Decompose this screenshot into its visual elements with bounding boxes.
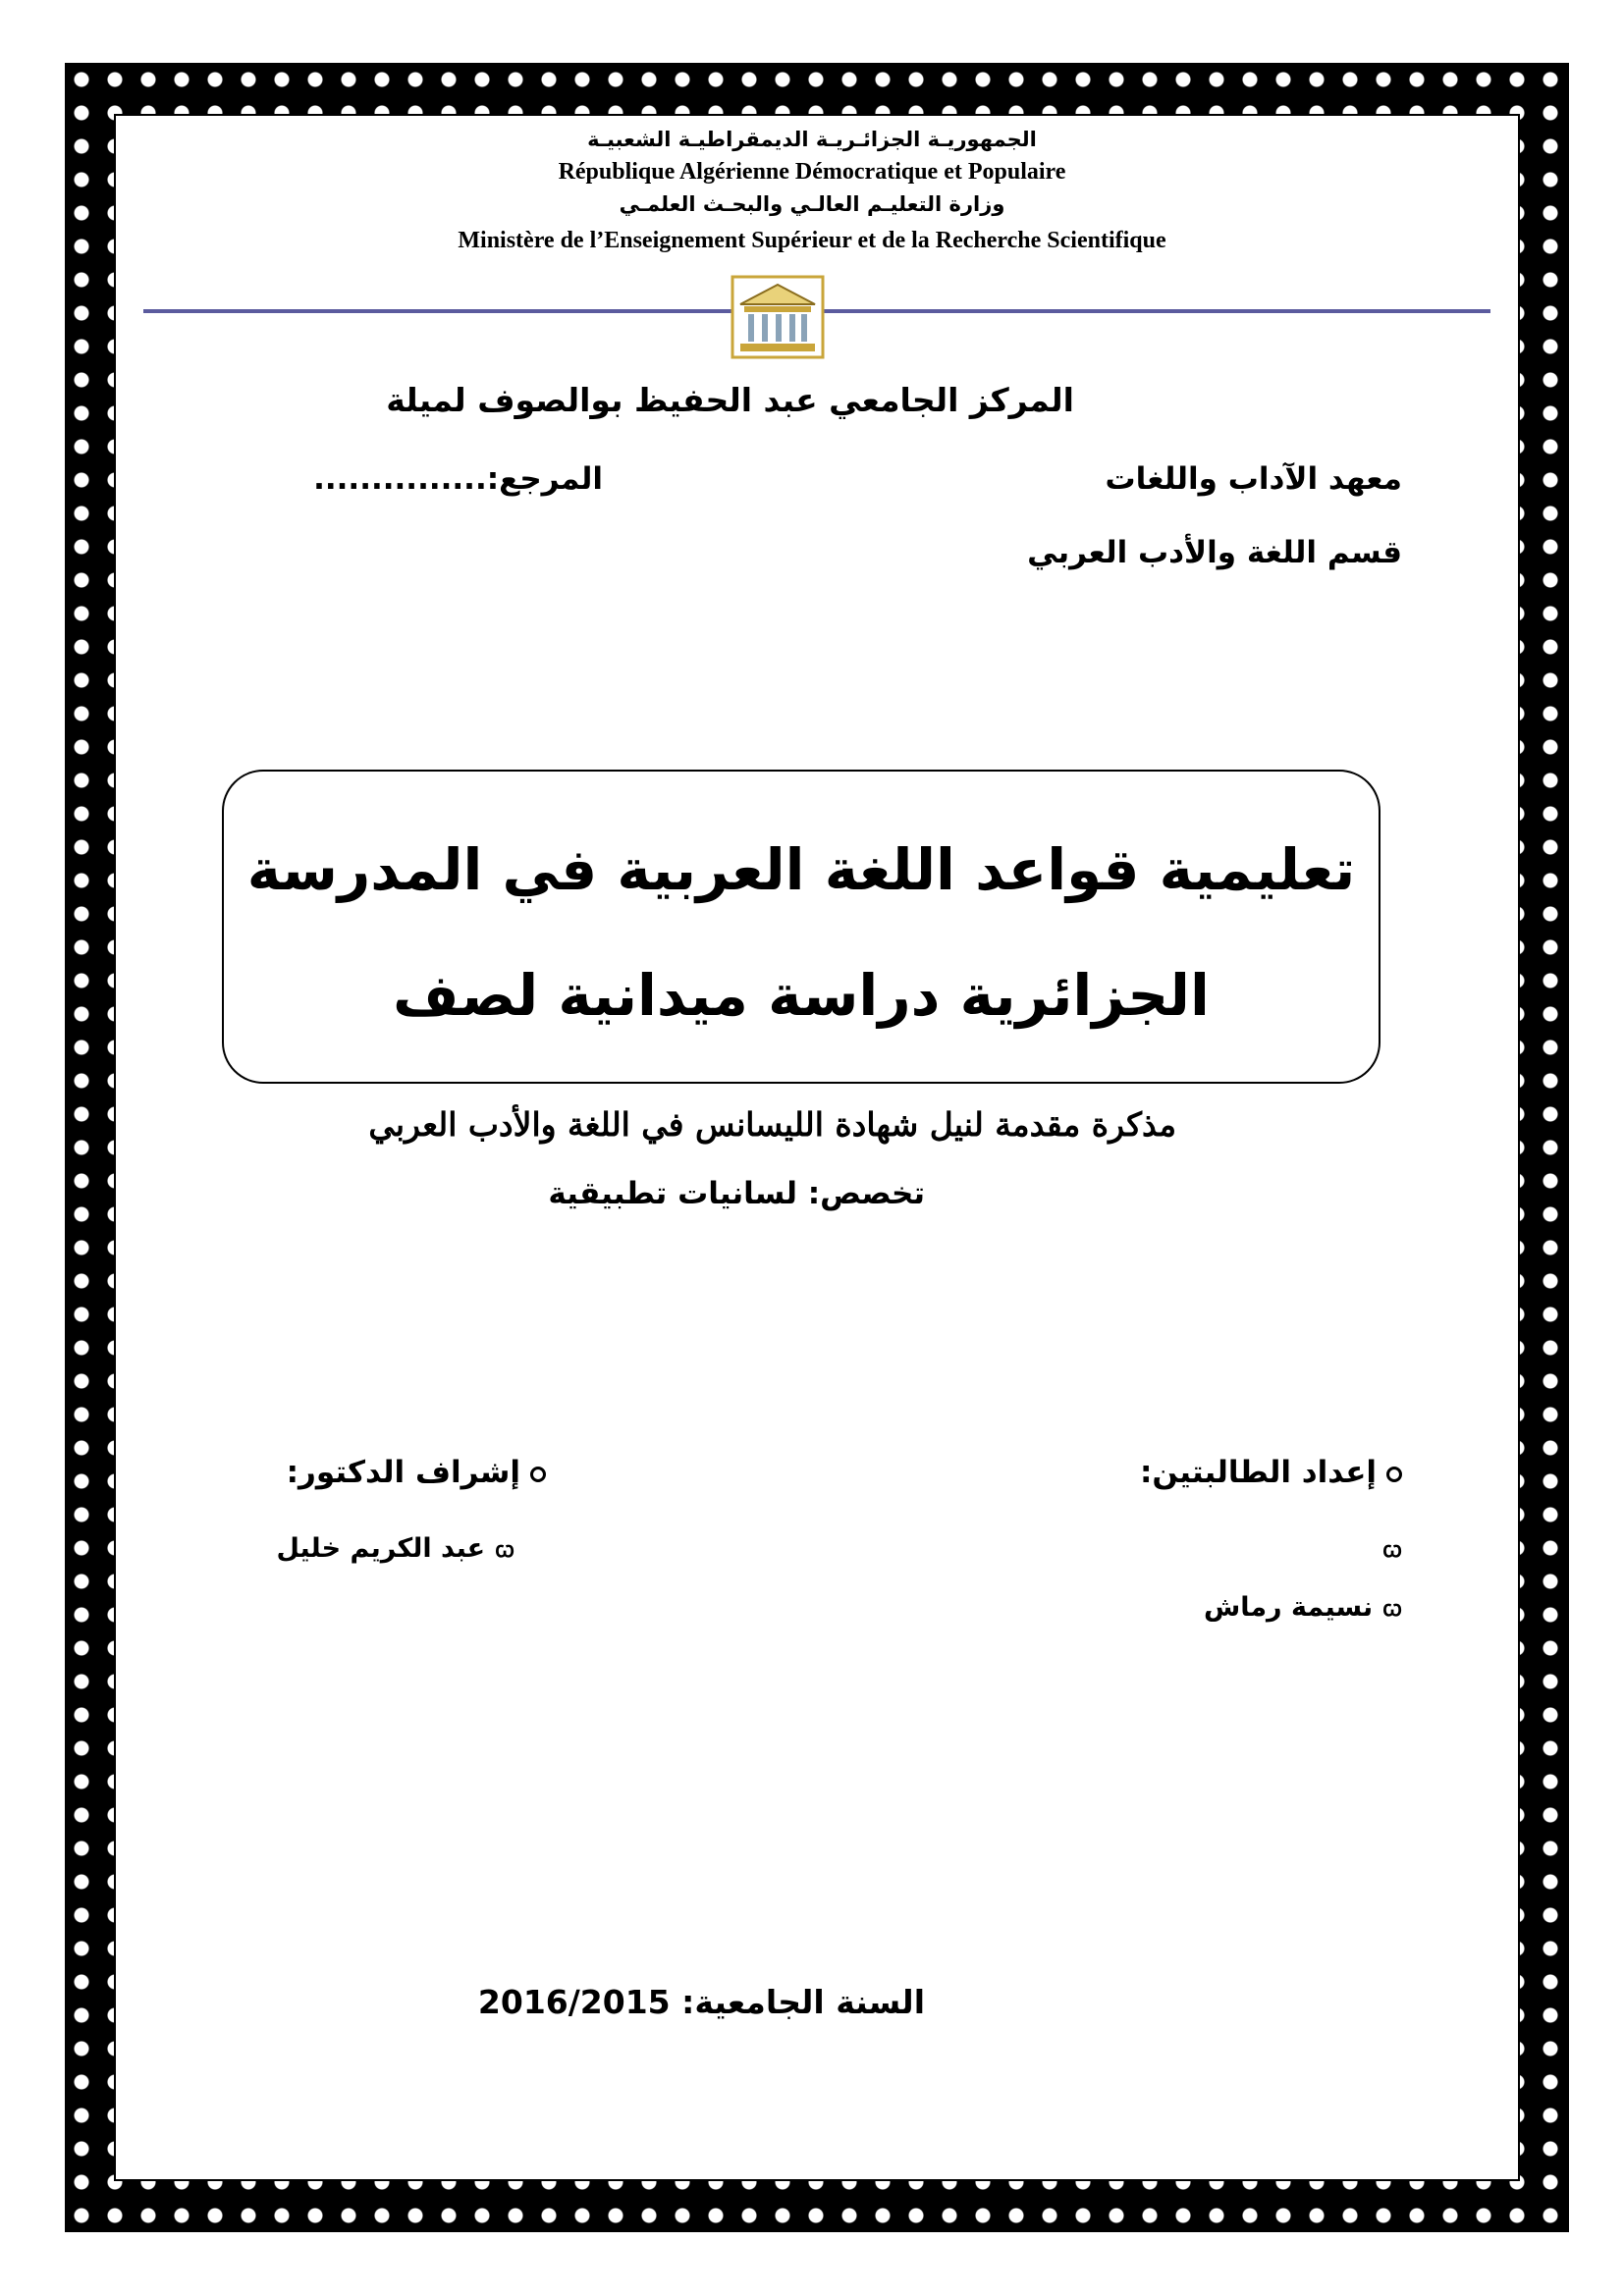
thesis-title-line-1: تعليمية قواعد اللغة العربية في المدرسة [246,836,1356,903]
ornament-marker-icon: ꞷ [1382,1538,1402,1563]
student-name-2-label: نسيمة رماش [1203,1592,1374,1623]
students-heading [1140,1455,1402,1490]
circle-bullet-icon [530,1467,546,1482]
university-name: المركز الجامعي عبد الحفيظ بوالصوف لميلة [386,381,1074,419]
university-crest-icon [731,275,825,359]
page-frame [114,114,1520,2181]
thesis-subtitle: مذكرة مقدمة لنيل شهادة الليسانس في اللغة والأدب العربي [368,1105,1176,1144]
students-heading-label: إعداد الطالبتين: [1139,1455,1377,1490]
header-ministry-arabic: وزارة التعليـم العالـي والبحـث العلمـي [619,192,1005,216]
reference-number: المرجع:............... [313,461,603,497]
supervisor-name-label: عبد الكريم خليل [276,1533,486,1564]
student-name-2 [1204,1592,1402,1623]
thesis-title-line-2: الجزائرية دراسة ميدانية لصف [393,962,1210,1029]
institute-name: معهد الآداب واللغات [1105,461,1402,497]
circle-bullet-icon [1386,1467,1402,1482]
header-republic-arabic: الجمهوريـة الجزائـريـة الديمقراطيـة الشعبيـة [587,128,1037,151]
student-name-1 [1373,1533,1402,1564]
supervisor-heading [287,1455,546,1490]
header-republic-french: République Algérienne Démocratique et Populaire [558,159,1066,185]
ornament-marker-icon: ꞷ [1382,1597,1402,1622]
supervisor-name [276,1533,514,1564]
academic-year: السنة الجامعية: 2016/2015 [477,1983,925,2021]
supervisor-heading-label: إشراف الدكتور: [286,1455,520,1490]
title-frame [222,770,1380,1084]
header-ministry-french: Ministère de l’Enseignement Supérieur et de la Recherche Scientifique [458,228,1166,253]
specialty: تخصص: لسانيات تطبيقية [548,1176,925,1211]
ornament-marker-icon: ꞷ [495,1538,514,1563]
department-name: قسم اللغة والأدب العربي [1027,535,1402,570]
